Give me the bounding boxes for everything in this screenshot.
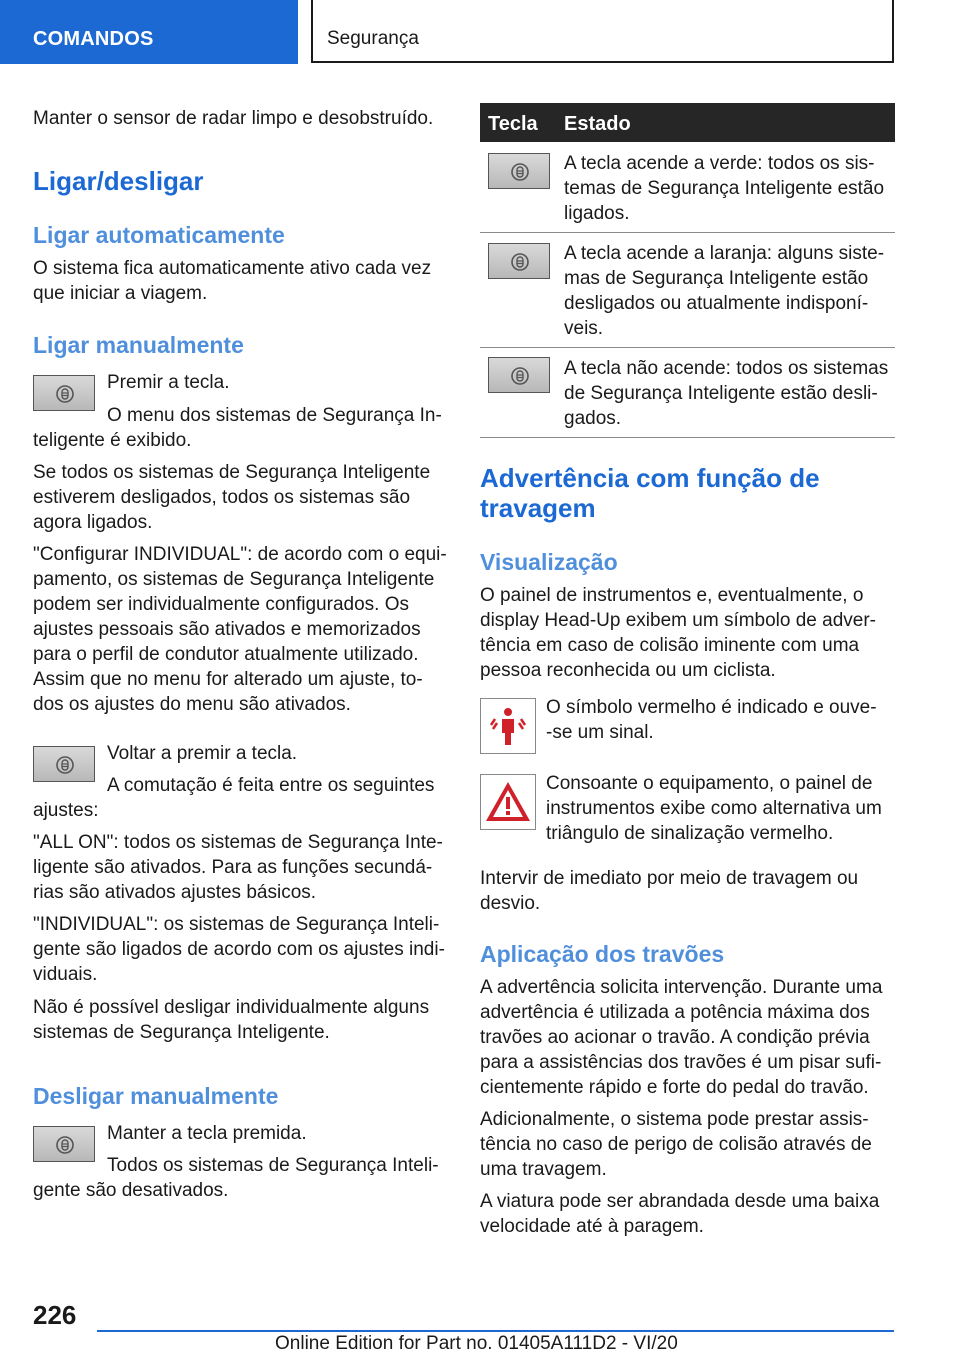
heading-desligar-manualmente: Desligar manualmente [33,1083,279,1109]
table-cell-line: veis. [564,318,604,339]
paragraph-line: dos os ajustes do menu são ativados. [33,694,351,715]
paragraph-line: desvio. [480,893,541,914]
edition-text: Online Edition for Part no. 01405A111D2 - VI/20 [275,1333,678,1354]
paragraph-line: instrumentos exibe como alternativa um [546,798,882,819]
paragraph-line: A comutação é feita entre os seguintes [107,775,435,796]
paragraph-line: ajustes pessoais são ativados e memorizados [33,619,421,640]
heading-visualizacao: Visualização [480,549,618,575]
section-tab[interactable] [0,0,298,64]
paragraph-line: Não é possível desligar individualmente alguns [33,997,430,1018]
heading-advertencia-cont: travagem [480,493,596,523]
table-cell-line: A tecla não acende: todos os sistemas [564,358,889,379]
paragraph-line: podem ser individualmente configurados. Os [33,594,409,615]
table-cell-line: desligados ou atualmente indisponí- [564,293,869,314]
safety-button-icon [488,357,550,393]
paragraph-line: Todos os sistemas de Segurança Inteli- [107,1155,439,1176]
paragraph-line: estiverem desligados, todos os sistemas são [33,487,411,508]
paragraph-line: cientemente rápido e forte do pedal do travão. [480,1077,869,1098]
safety-button-icon [33,746,95,782]
table-cell-line: ligados. [564,203,630,224]
heading-ligar-desligar: Ligar/desligar [33,166,204,196]
heading-ligar-automaticamente: Ligar automaticamente [33,222,285,248]
paragraph-line: "INDIVIDUAL": os sistemas de Segurança Inteli- [33,914,440,935]
paragraph-line: Assim que no menu for alterado um ajuste, to- [33,669,423,690]
paragraph-line: -se um sinal. [546,722,654,743]
paragraph-line: Adicionalmente, o sistema pode prestar assis- [480,1109,869,1130]
paragraph-line: tência no caso de perigo de colisão através de [480,1134,872,1155]
paragraph-line: para o perfil de condutor atualmente utilizado. [33,644,419,665]
paragraph-line: ligente são ativados. Para as funções secundá- [33,857,433,878]
table-cell-line: temas de Segurança Inteligente estão [564,178,885,199]
footer-divider [97,1330,894,1332]
paragraph-line: pamento, os sistemas de Segurança Inteligente [33,569,435,590]
safety-button-icon [33,375,95,411]
table-cell-line: gados. [564,408,622,429]
paragraph-line: velocidade até à paragem. [480,1216,704,1237]
paragraph-line: gente são ligados de acordo com os ajustes indi- [33,939,445,960]
paragraph-line: sistemas de Segurança Inteligente. [33,1022,330,1043]
table-cell-line: A tecla acende a laranja: alguns siste- [564,243,885,264]
paragraph-line: advertência é utilizada a potência máxima dos [480,1002,870,1023]
paragraph-line: travões ao acionar o travão. A condição prévia [480,1027,870,1048]
paragraph-line: O sistema fica automaticamente ativo cada vez [33,258,432,279]
paragraph-line: A viatura pode ser abrandada desde uma baixa [480,1191,880,1212]
table-cell-line: de Segurança Inteligente estão desli- [564,383,878,404]
table-header [480,103,895,142]
chapter-title: Segurança [327,28,419,49]
paragraph-line: "ALL ON": todos os sistemas de Segurança Inte- [33,832,443,853]
paragraph-line: O painel de instrumentos e, eventualmente, o [480,585,864,606]
paragraph-line: O menu dos sistemas de Segurança In- [107,405,442,426]
paragraph-line: pessoa reconhecida ou um ciclista. [480,660,776,681]
paragraph-line: uma travagem. [480,1159,607,1180]
paragraph-line: agora ligados. [33,512,153,533]
heading-advertencia: Advertência com função de [480,463,820,493]
column-header-estado: Estado [564,113,631,135]
paragraph-line: Premir a tecla. [107,372,230,393]
paragraph-line: gente são desativados. [33,1180,229,1201]
page-number: 226 [33,1300,77,1330]
intro-text: Manter o sensor de radar limpo e desobstruído. [33,108,434,129]
row-divider [480,232,895,233]
paragraph-line: tência em caso de colisão iminente com uma [480,635,860,656]
heading-aplicacao-travoes: Aplicação dos travões [480,941,725,967]
paragraph-line: Se todos os sistemas de Segurança Inteligente [33,462,431,483]
paragraph-line: Voltar a premir a tecla. [107,743,298,764]
paragraph-line: O símbolo vermelho é indicado e ouve- [546,697,877,718]
paragraph-line: Manter a tecla premida. [107,1123,307,1144]
paragraph-line: triângulo de sinalização vermelho. [546,823,834,844]
paragraph-line: rias são ativados ajustes básicos. [33,882,317,903]
safety-button-icon [488,153,550,189]
column-header-tecla: Tecla [488,113,538,135]
row-divider [480,437,895,438]
chapter-header [311,0,894,63]
heading-ligar-manualmente: Ligar manualmente [33,332,244,358]
paragraph-line: ajustes: [33,800,99,821]
safety-button-icon [33,1126,95,1162]
paragraph-line: "Configurar INDIVIDUAL": de acordo com o equi- [33,544,447,565]
paragraph-line: para a assistências dos travões é um pisar sufi- [480,1052,882,1073]
warning-triangle-icon [480,774,536,830]
table-cell-line: mas de Segurança Inteligente estão [564,268,869,289]
paragraph-line: teligente é exibido. [33,430,192,451]
paragraph-line: viduais. [33,964,98,985]
section-label: COMANDOS [33,28,154,50]
paragraph-line: que iniciar a viagem. [33,283,208,304]
table-cell-line: A tecla acende a verde: todos os sis- [564,153,875,174]
row-divider [480,347,895,348]
pedestrian-warning-icon [480,698,536,754]
paragraph-line: Consoante o equipamento, o painel de [546,773,873,794]
paragraph-line: A advertência solicita intervenção. Durante uma [480,977,883,998]
paragraph-line: display Head-Up exibem um símbolo de adver- [480,610,877,631]
safety-button-icon [488,243,550,279]
paragraph-line: Intervir de imediato por meio de travagem ou [480,868,859,889]
